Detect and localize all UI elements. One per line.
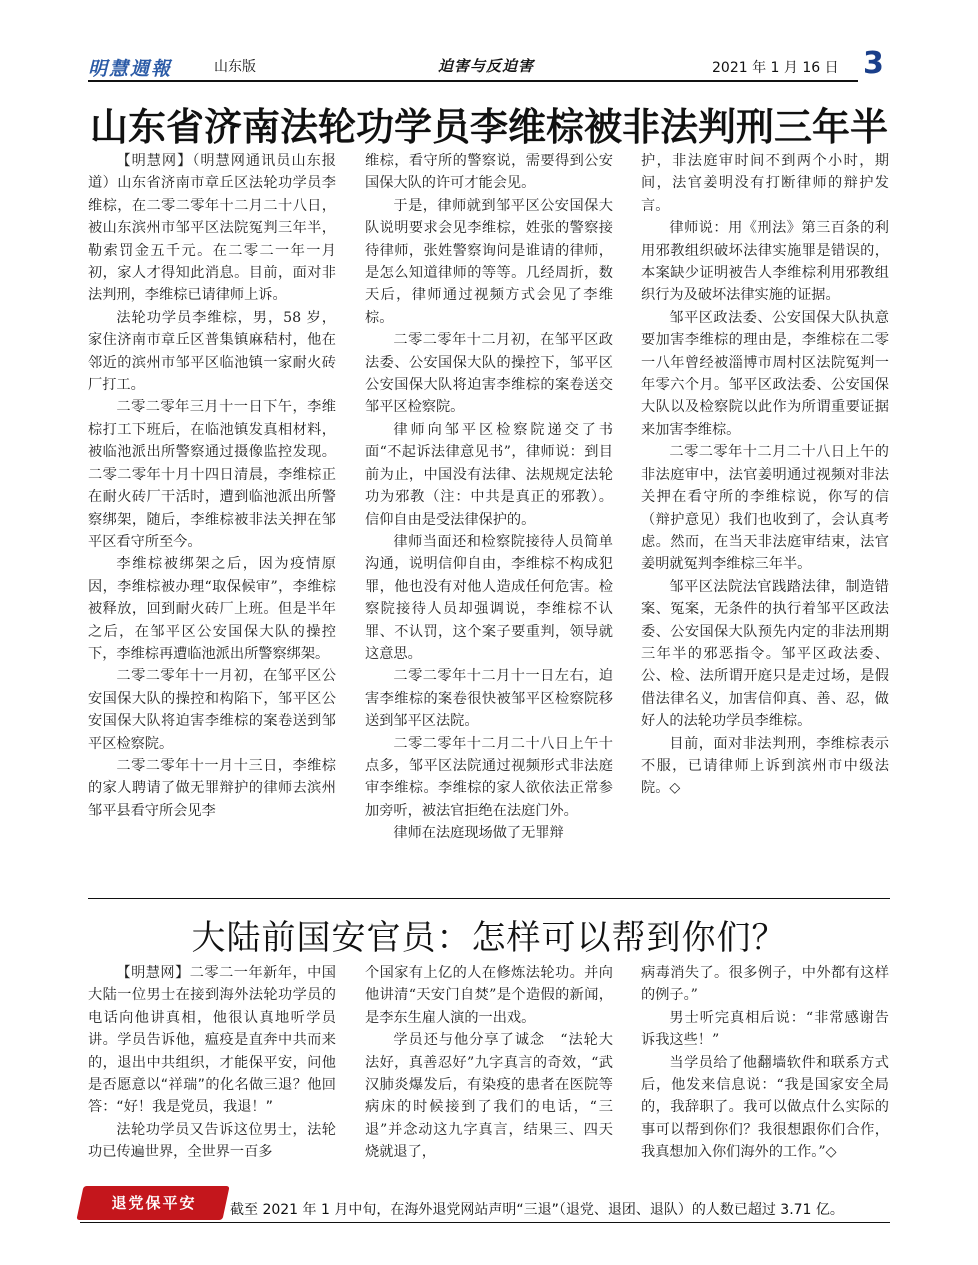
- article-2-paragraph: 【明慧网】二零二一年新年，中国大陆一位男士在接到海外法轮功学员的电话向他讲真相，他很认真地听学员讲。学员告诉他，瘟疫是直奔中共而来的，退出中共组织，才能保平安，问他是否愿意以“祥瑞”的化名做三退？他回答：“好！我是党员，我退！”: [88, 965, 336, 1116]
- article-1-paragraph: 二零二零年十二月十一日左右，迫害李维棕的案卷很快被邹平区检察院移送到邹平区法院。: [365, 668, 613, 730]
- article-1-paragraph: 李维棕被绑架之后，因为疫情原因，李维棕被办理“取保候审”，李维棕被释放，回到耐火砖厂上班。但是半年之后，在邹平区公安国保大队的操控下，李维棕再遭临池派出所警察绑架。: [88, 556, 336, 662]
- article-1-paragraph: 护，非法庭审时间不到两个小时，期间，法官姜明没有打断律师的辩护发言。: [641, 153, 889, 214]
- article-divider: [88, 898, 890, 899]
- article-1-paragraph: 律师在法庭现场做了无罪辩: [393, 825, 564, 842]
- article-1-paragraph: 邹平区政法委、公安国保大队执意要加害李维棕的理由是，李维棕在二零一八年曾经被淄博市周村区法院冤判一年零六个月。邹平区政法委、公安国保大队以及检察院以此作为所谓重要证据来加害李维棕。: [641, 309, 889, 438]
- article-2-column-3: [641, 962, 889, 1192]
- article-2-column-2: [365, 962, 613, 1192]
- article-1-paragraph: 二零二零年十二月二十八日上午的非法庭审中，法官姜明通过视频对非法关押在看守所的李维棕说，你写的信（辩护意见）我们也收到了，会认真考虑。然而，在当天非法庭审结束，法官姜明就冤判李维棕三年半。: [641, 444, 889, 573]
- article-1-paragraph: 二零二零年十二月二十八日上午十点多，邹平区法院通过视频形式非法庭审李维棕。李维棕的家人欲依法正常参加旁听，被法官拒绝在法庭门外。: [365, 735, 613, 819]
- article-1-paragraph: 法轮功学员李维棕，男，58 岁，家住济南市章丘区普集镇麻秸村，他在邻近的滨州市邹平区临池镇一家耐火砖厂打工。: [88, 309, 336, 394]
- edition-label: 山东版: [214, 59, 256, 75]
- article-1-paragraph: 目前，面对非法判刑，李维棕表示不服，已请律师上诉到滨州市中级法院。◇: [641, 735, 889, 797]
- issue-date: 2021 年 1 月 16 日: [712, 60, 839, 76]
- article-1-headline: 山东省济南法轮功学员李维棕被非法判刑三年半: [89, 105, 888, 149]
- article-1-paragraph: 二零二零年三月十一日下午，李维棕打工下班后，在临池镇发真相材料，被临池派出所警察通过摄像监控发现。二零二零年十月十四日清晨，李维棕正在耐火砖厂干活时，遭到临池派出所警察绑架，随后，李维棕被非法关押在邹平区看守所至今。: [88, 399, 336, 550]
- article-2-column-1: [88, 962, 336, 1192]
- quit-party-banner-label: 退党保平安: [111, 1194, 197, 1212]
- article-1-column-1: [88, 150, 336, 890]
- article-1-paragraph: 二零二零年十一月初，在邹平区公安国保大队的操控和构陷下，邹平区公安国保大队将迫害李维棕的案卷送到邹平区检察院。: [88, 668, 336, 752]
- article-2-paragraph: 病毒消失了。很多例子，中外都有这样的例子。”: [641, 965, 889, 1004]
- article-1-paragraph: 邹平区法院法官践踏法律，制造错案、冤案，无条件的执行着邹平区政法委、公安国保大队预先内定的非法刑期三年半的邪恶指令。邹平区政法委、公、检、法所谓开庭只是走过场，是假借法律名义，加害信仰真、善、忍，做好人的法轮功学员李维棕。: [641, 578, 889, 730]
- article-1-paragraph: 律师当面还和检察院接待人员简单沟通，说明信仰自由，李维棕不构成犯罪，他也没有对他人造成任何危害。检察院接待人员却强调说，李维棕不认罪、不认罚，这个案子要重判，领导就这意思。: [365, 533, 613, 662]
- article-1-paragraph: 维棕，看守所的警察说，需要得到公安国保大队的许可才能会见。: [365, 153, 613, 192]
- footer-rule: [80, 1222, 890, 1223]
- publication-name: 明慧週報: [88, 58, 173, 80]
- article-1-paragraph: 律师说：用《刑法》第三百条的利用邪教组织破坏法律实施罪是错误的，本案缺少证明被告人李维棕利用邪教组织行为及破坏法律实施的证据。: [641, 220, 889, 304]
- article-1-column-2: [365, 150, 613, 890]
- article-2-paragraph: 学员还与他分享了诚念 “法轮大法好，真善忍好”九字真言的奇效，“武汉肺炎爆发后，有染疫的患者在医院等病床的时候接到了我们的电话，“三退”并念动这九字真言，结果三、四天烧就退了，: [365, 1032, 613, 1161]
- article-1-paragraph: 【明慧网】（明慧网通讯员山东报道）山东省济南市章丘区法轮功学员李维棕，在二零二零年十二月二十八日，被山东滨州市邹平区法院冤判三年半，勒索罚金五千元。在二零二一年一月初，家人才得知此消息。目前，面对非法判刑，李维棕已请律师上诉。: [88, 153, 336, 304]
- quit-party-notice: 截至 2021 年 1 月中旬，在海外退党网站声明“三退”（退党、退团、退队）的人数已超过 3.71 亿。: [230, 1202, 844, 1218]
- section-title: 迫害与反迫害: [438, 57, 535, 75]
- article-2-paragraph: 男士听完真相后说：“非常感谢告诉我这些！”: [641, 1009, 889, 1049]
- article-2-headline: 大陆前国安官员：怎样可以帮到你们？: [191, 918, 787, 958]
- article-1-paragraph: 二零二零年十二月初，在邹平区政法委、公安国保大队的操控下，邹平区公安国保大队将迫害李维棕的案卷送交邹平区检察院。: [365, 332, 613, 416]
- page-number: 3: [863, 46, 884, 81]
- article-2-paragraph: 当学员给了他翻墙软件和联系方式后，他发来信息说：“我是国家安全局的，我辞职了。我可以做点什么实际的事可以帮到你们？我很想跟你们合作，我真想加入你们海外的工作。”◇: [641, 1054, 889, 1161]
- article-2-paragraph: 法轮功学员又告诉这位男士，法轮功已传遍世界，全世界一百多: [88, 1121, 336, 1161]
- article-1-paragraph: 律师向邹平区检察院递交了书面“不起诉法律意见书”，律师说：到目前为止，中国没有法律、法规规定法轮功为邪教（注：中共是真正的邪教）。信仰自由是受法律保护的。: [365, 421, 613, 528]
- article-1-paragraph: 于是，律师就到邹平区公安国保大队说明要求会见李维棕，姓张的警察接待律师，张姓警察询问是谁请的律师，是怎么知道律师的等等。几经周折，数天后，律师通过视频方式会见了李维棕。: [365, 197, 613, 326]
- article-2-paragraph: 个国家有上亿的人在修炼法轮功。并向他讲清“天安门自焚”是个造假的新闻，是李东生雇人演的一出戏。: [365, 965, 613, 1026]
- article-1-column-3: [641, 150, 889, 890]
- article-1-paragraph: 二零二零年十一月十三日，李维棕的家人聘请了做无罪辩护的律师去滨州邹平县看守所会见李: [88, 757, 336, 819]
- masthead: [88, 46, 888, 84]
- masthead-rule: [88, 80, 858, 82]
